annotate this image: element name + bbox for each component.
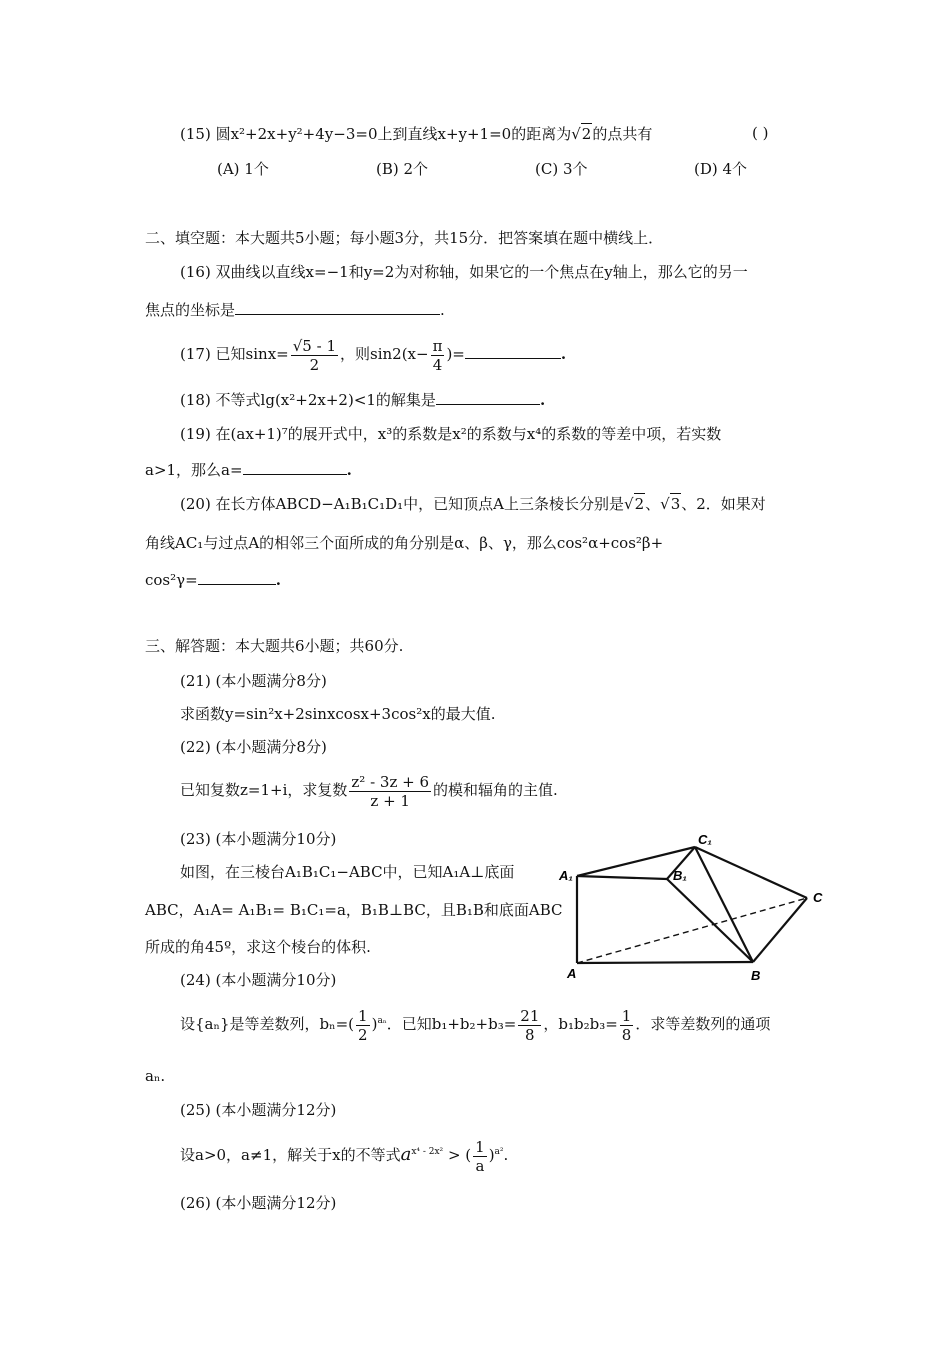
q20-line2: 角线AC₁与过点A的相邻三个面所成的角分别是α、β、γ，那么cos²α+cos²β+: [145, 534, 664, 552]
q19-line2: a>1，那么a= .: [145, 461, 352, 479]
label-b1: B₁: [673, 868, 687, 883]
q23-line2: ABC，A₁A= A₁B₁= B₁C₁=a，B₁B⊥BC，且B₁B和底面ABC: [145, 901, 563, 919]
q17-pi-fraction: $\frac{\pi}{4}$: [432, 336, 443, 374]
q18-answer-blank[interactable]: [436, 390, 540, 405]
q17-answer-blank[interactable]: [465, 344, 561, 359]
section3-heading: 三、解答题：本大题共6小题；共60分.: [145, 637, 404, 655]
q17-fraction: $\frac{√5 - 1}{2}$: [292, 336, 336, 374]
q23-title: (23) (本小题满分10分): [180, 830, 337, 848]
q16-line2: 焦点的坐标是 .: [145, 301, 445, 319]
label-c1: C₁: [698, 832, 712, 847]
frustum-figure: [555, 828, 845, 983]
label-c: C: [813, 890, 823, 905]
q15-text-a: 圆x²+2x+y²+4y−3=0上到直线x+y+1=0的距离为: [215, 125, 572, 143]
q25-title: (25) (本小题满分12分): [180, 1101, 337, 1119]
section2-heading: 二、填空题：本大题共5小题；每小题3分，共15分．把答案填在题中横线上．: [145, 229, 664, 247]
q26-title: (26) (本小题满分12分): [180, 1194, 337, 1212]
q15-option-c: (C) 3个: [535, 160, 588, 178]
q15-option-b: (B) 2个: [376, 160, 429, 178]
q15-option-a: (A) 1个: [217, 160, 269, 178]
q15-option-d: (D) 4个: [694, 160, 748, 178]
q15-number: (15): [180, 125, 211, 143]
label-a: A: [567, 966, 577, 981]
label-b: B: [751, 968, 761, 983]
q22-body: 已知复数z=1+i，求复数 $\frac{\text{z² - 3z + 6}}{z + 1}$ 的模和辐角的主值.: [180, 772, 558, 810]
q15-paren: ( ): [752, 124, 769, 142]
q24-body: 设{aₙ}是等差数列，bₙ=( $\frac{1}{2}$ )$^{a_n}$．已知b₁+b₂+b₃= $\frac{21}{8}$ ，b₁b₂b₃= $\frac{1}{8}$ ．求等差数列的通项: [180, 1006, 771, 1044]
q19-line1: (19) 在(ax+1)⁷的展开式中，x³的系数是x²的系数与x⁴的系数的等差中项，若实数: [180, 425, 722, 443]
q15-line: (15) 圆x²+2x+y²+4y−3=0上到直线x+y+1=0的距离为√2的点共有: [180, 125, 653, 143]
q25-body: 设a>0，a≠1，解关于x的不等式$a^{x^4 - 2x^2}$ > ( $\frac{1}{a}$ )$^{a^2}$.: [180, 1137, 509, 1175]
q16-line1: (16) 双曲线以直线x=−1和y=2为对称轴，如果它的一个焦点在y轴上，那么它的另一: [180, 263, 748, 281]
q23-line1: 如图，在三棱台A₁B₁C₁−ABC中，已知A₁A⊥底面: [180, 863, 515, 881]
q24-line2: aₙ.: [145, 1067, 166, 1085]
q16-answer-blank[interactable]: [235, 300, 440, 315]
q21-title: (21) (本小题满分8分): [180, 672, 327, 690]
q22-fraction: $\frac{\text{z² - 3z + 6}}{z + 1}$: [351, 772, 430, 810]
q24-title: (24) (本小题满分10分): [180, 971, 337, 989]
q15-sqrt: 2: [581, 125, 592, 143]
q20-line3: cos²γ= .: [145, 571, 281, 589]
q15-text-b: 的点共有: [592, 125, 653, 143]
q17-line: (17) 已知sinx= $\frac{√5 - 1}{2}$ ，则sin2(x− $\frac{\pi}{4}$ )= .: [180, 336, 567, 374]
q18-line: (18) 不等式lg(x²+2x+2)<1的解集是 .: [180, 391, 546, 409]
q20-answer-blank[interactable]: [198, 570, 276, 585]
q19-answer-blank[interactable]: [243, 460, 347, 475]
q23-line3: 所成的角45º，求这个棱台的体积.: [145, 938, 371, 956]
label-a1: A₁: [559, 868, 573, 883]
q20-line1: (20) 在长方体ABCD−A₁B₁C₁D₁中，已知顶点A上三条棱长分别是√2、√3、2．如果对: [180, 495, 766, 513]
q21-body: 求函数y=sin²x+2sinxcosx+3cos²x的最大值.: [180, 705, 496, 723]
q22-title: (22) (本小题满分8分): [180, 738, 327, 756]
